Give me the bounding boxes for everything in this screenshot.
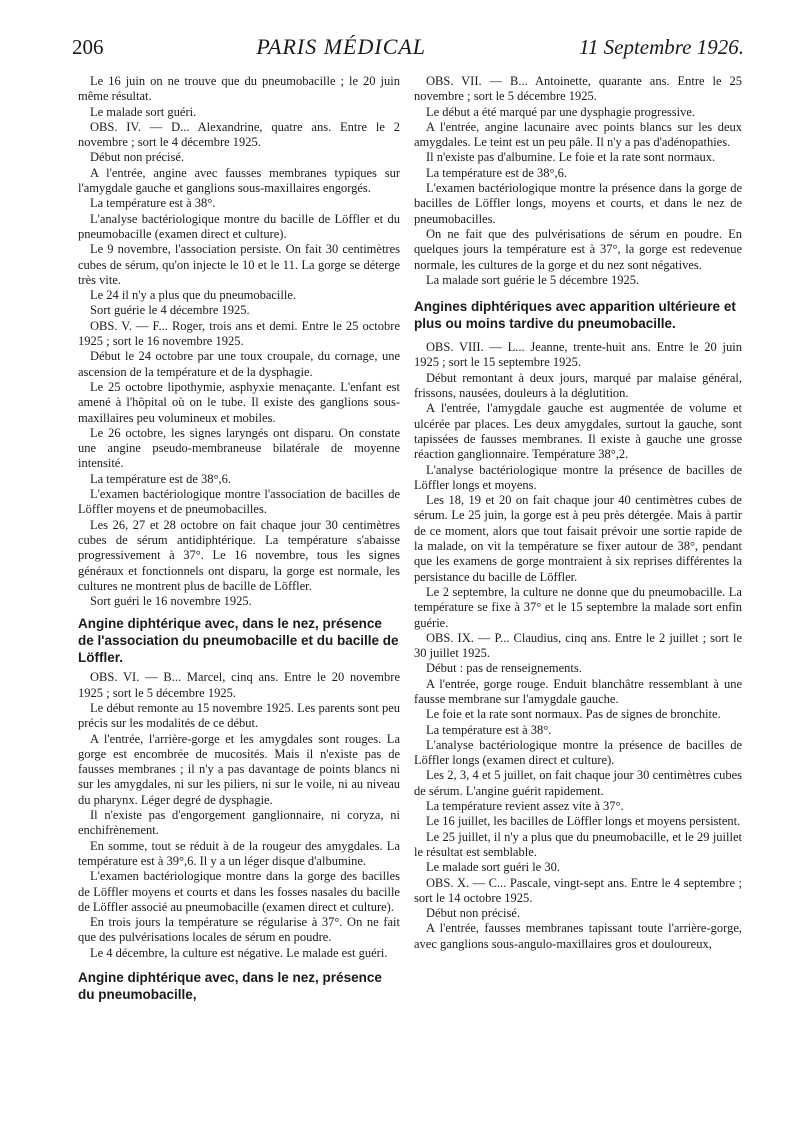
paragraph: Le foie et la rate sont normaux. Pas de signes de bronchite. xyxy=(426,707,721,722)
paragraph: La température est à 38°. xyxy=(426,722,552,737)
journal-title: PARIS MÉDICAL xyxy=(256,34,427,59)
paragraph: La température est de 38°,6. xyxy=(426,165,568,180)
section-heading: Angine diphtérique avec, dans le nez, présence de l'association du pneumobacille et du bacille de Löffler. xyxy=(78,616,399,666)
page-header xyxy=(72,34,744,68)
paragraph: Début le 24 octobre par une toux croupale, du cornage, une ascension de la température et de la dysphagie. xyxy=(78,349,400,379)
paragraph: Les 2, 3, 4 et 5 juillet, on fait chaque jour 30 centimètres cubes de sérum. L'angine guérit rapidement. xyxy=(414,768,742,798)
paragraph: A l'entrée, l'arrière-gorge et les amygdales sont rouges. La gorge est encombrée de mucosités. Mais il n'existe pas de fausses membranes ; il n'y a pas davantage de points blancs ni sur les amygdales, ni sur les piliers, ni sur le voile, ni au niveau du pharynx. Léger degré de dysphagie. xyxy=(78,731,400,807)
paragraph: Le 26 octobre, les signes laryngés ont disparu. On constate une angine pseudo-membraneuse bilatérale de moyenne intensité. xyxy=(78,425,400,471)
paragraph: OBS. X. — C... Pascale, vingt-sept ans. Entre le 4 septembre ; sort le 14 octobre 1925. xyxy=(414,875,742,905)
paragraph: Le malade sort guéri le 30. xyxy=(426,860,560,875)
paragraph: Début : pas de renseignements. xyxy=(426,661,582,676)
paragraph: Le 16 juillet, les bacilles de Löffler longs et moyens persistent. xyxy=(426,814,741,829)
paragraph: OBS. IV. — D... Alexandrine, quatre ans. Entre le 2 novembre ; sort le 4 décembre 1925. xyxy=(78,119,400,150)
paragraph: A l'entrée, angine lacunaire avec points blancs sur les deux amygdales. Le teint est un peu pâle. Il n'y a pas d'adénopathies. xyxy=(414,119,742,150)
paragraph: Le 25 octobre lipothymie, asphyxie menaçante. L'enfant est amené à l'hôpital où on le tube. Il existe des ganglions sous-maxillaires peu volumineux et mobiles. xyxy=(78,379,400,425)
paragraph: OBS. VIII. — L... Jeanne, trente-huit ans. Entre le 20 juin 1925 ; sort le 15 septembre 1925. xyxy=(414,340,742,370)
paragraph: Le 9 novembre, l'association persiste. On fait 30 centimètres cubes de sérum, qu'on injecte le 10 et le 11. La gorge se déterge très vite. xyxy=(78,242,400,287)
paragraph: Sort guérie le 4 décembre 1925. xyxy=(90,303,250,318)
right-column xyxy=(414,74,742,952)
paragraph: OBS. V. — F... Roger, trois ans et demi. Entre le 25 octobre 1925 ; sort le 16 novembre 1925. xyxy=(78,318,400,349)
paragraph: Les 18, 19 et 20 on fait chaque jour 40 centimètres cubes de sérum. Le 25 juin, la gorge est à peu près détergée. Mais à partir de ce moment, alors que tout faisait prévoir une sortie rapide de la malade, on vit la température se fixer autour de 38°, pendant que les examens de gorge montraient à six reprises différentes la persistance du bacille de Löffler. xyxy=(414,493,742,584)
page-number: 206 xyxy=(72,35,104,59)
paragraph: OBS. IX. — P... Claudius, cinq ans. Entre le 2 juillet ; sort le 30 juillet 1925. xyxy=(414,630,742,661)
paragraph: Le 2 septembre, la culture ne donne que du pneumobacille. La température se fixe à 37° et le 15 septembre la malade sort enfin guérie. xyxy=(414,584,742,630)
paragraph: Les 26, 27 et 28 octobre on fait chaque jour 30 centimètres cubes de sérum antidiphtérique. La température s'abaisse progressivement à 37°. Le 16 novembre, tous les signes généraux et fonctionnels ont disparu, la gorge est normale, les cultures ne montrent plus de bacille de Löffler. xyxy=(78,517,400,593)
paragraph: La température est à 38°. xyxy=(90,196,216,211)
paragraph: L'analyse bactériologique montre la présence de bacilles de Löffler longs et moyens. xyxy=(414,462,742,492)
paragraph: L'examen bactériologique montre dans la gorge des bacilles de Löffler moyens et courts et dans les fosses nasales du bacille de Löffler associé au pneumobacille (examen direct et culture). xyxy=(78,869,400,914)
paragraph: OBS. VI. — B... Marcel, cinq ans. Entre le 20 novembre 1925 ; sort le 5 décembre 1925. xyxy=(78,670,400,700)
paragraph: Début non précisé. xyxy=(90,150,185,165)
paragraph: L'analyse bactériologique montre la présence de bacilles de Löffler longs (examen direct et culture). xyxy=(414,737,742,768)
paragraph: En trois jours la température se régularise à 37°. On ne fait que des pulvérisations locales de sérum en poudre. xyxy=(78,915,400,945)
issue-date: 11 Septembre 1926. xyxy=(578,35,744,59)
paragraph: A l'entrée, gorge rouge. Enduit blanchâtre ressemblant à une fausse membrane sur l'amygdale gauche. xyxy=(414,676,742,706)
paragraph: Début remontant à deux jours, marqué par malaise général, frissons, nausées, douleurs à la déglutition. xyxy=(414,370,742,401)
left-column xyxy=(78,74,400,1007)
paragraph: Le début remonte au 15 novembre 1925. Les parents sont peu précis sur les modalités de ce début. xyxy=(78,700,400,731)
paragraph: Début non précisé. xyxy=(426,906,521,921)
paragraph: Le 16 juin on ne trouve que du pneumobacille ; le 20 juin même résultat. xyxy=(78,74,400,104)
paragraph: La malade sort guérie le 5 décembre 1925. xyxy=(426,272,640,287)
paragraph: L'examen bactériologique montre la présence dans la gorge de bacilles de Löffler longs, moyens et courts, et dans le nez de pneumobacilles. xyxy=(414,181,742,226)
paragraph: A l'entrée, l'amygdale gauche est augmentée de volume et ulcérée par places. Les deux amygdales, surtout la gauche, sont tapissées de fausses membranes. Il existe à gauche une grosse réaction ganglionnaire. Température 38°,2. xyxy=(414,401,742,462)
paragraph: On ne fait que des pulvérisations de sérum en poudre. En quelques jours la température est à 37°, la gorge est redevenue normale, les cultures de la gorge et du nez sont négatives. xyxy=(414,226,742,272)
paragraph: Sort guéri le 16 novembre 1925. xyxy=(90,594,252,609)
paragraph: La température revient assez vite à 37°. xyxy=(426,799,624,814)
paragraph: Il n'existe pas d'engorgement ganglionnaire, ni coryza, ni enchifrènement. xyxy=(78,808,400,838)
paragraph: Le début a été marqué par une dysphagie progressive. xyxy=(426,104,695,119)
section-heading: Angine diphtérique avec, dans le nez, présence du pneumobacille, xyxy=(78,970,382,1003)
paragraph: En somme, tout se réduit à de la rougeur des amygdales. La température est à 39°,6. Il y a un léger disque d'albumine. xyxy=(78,838,400,868)
paragraph: Le 4 décembre, la culture est négative. Le malade est guéri. xyxy=(90,945,388,960)
paragraph: Le 25 juillet, il n'y a plus que du pneumobacille, et le 29 juillet le résultat est semblable. xyxy=(414,829,742,859)
section-heading: Angines diphtériques avec apparition ultérieure et plus ou moins tardive du pneumobacille. xyxy=(414,299,736,332)
paragraph: Il n'existe pas d'albumine. Le foie et la rate sont normaux. xyxy=(426,150,716,165)
paragraph: OBS. VII. — B... Antoinette, quarante ans. Entre le 25 novembre ; sort le 5 décembre 1925. xyxy=(414,74,742,104)
paragraph: Le malade sort guéri. xyxy=(90,104,197,119)
paragraph: La température est de 38°,6. xyxy=(90,471,232,486)
paragraph: L'analyse bactériologique montre du bacille de Löffler et du pneumobacille (examen direct et culture). xyxy=(78,211,400,241)
paragraph: A l'entrée, angine avec fausses membranes typiques sur l'amygdale gauche et ganglions sous-maxillaires engorgés. xyxy=(78,165,400,196)
paragraph: A l'entrée, fausses membranes tapissant toute l'arrière-gorge, avec ganglions sous-angulo-maxillaires gros et douloureux, xyxy=(414,921,742,951)
paragraph: Le 24 il n'y a plus que du pneumobacille. xyxy=(90,288,297,303)
paragraph: L'examen bactériologique montre l'association de bacilles de Löffler moyens et de pneumobacilles. xyxy=(78,487,400,517)
